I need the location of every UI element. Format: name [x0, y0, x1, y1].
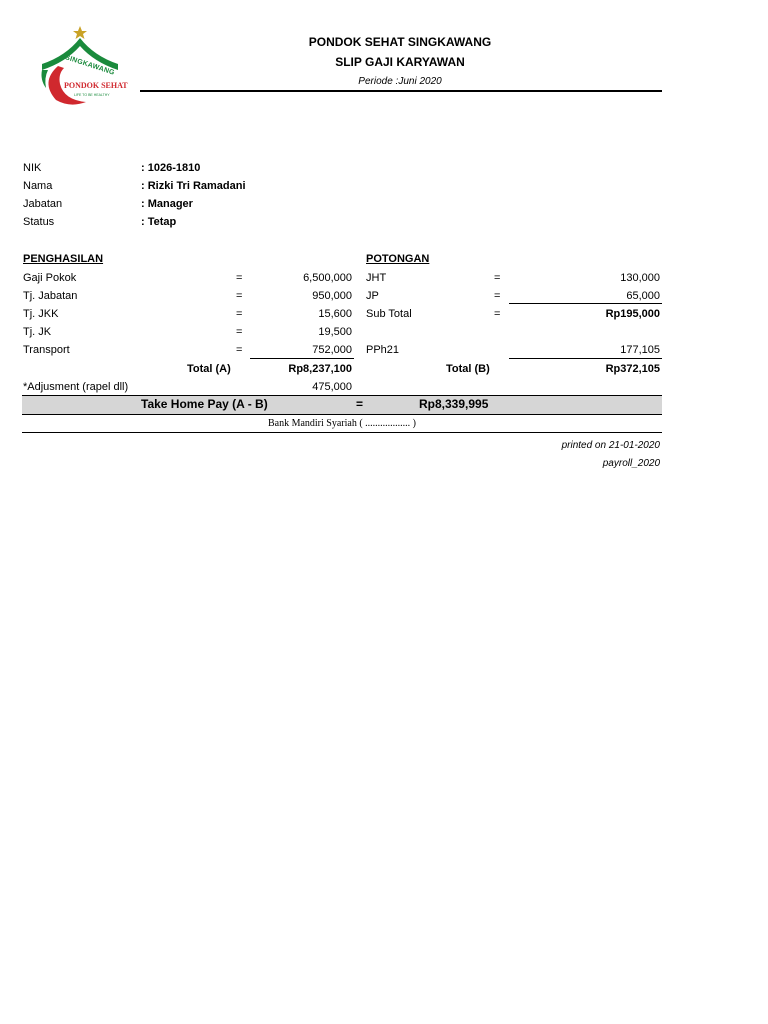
earning-amount: 950,000 — [312, 290, 352, 302]
earning-amount: 752,000 — [312, 344, 352, 356]
adjustment-label: *Adjusment (rapel dll) — [23, 381, 129, 393]
deduction-equals: = — [494, 272, 501, 284]
header-divider — [140, 90, 662, 92]
earning-label: Transport — [23, 344, 70, 356]
nama-label: Nama — [23, 180, 53, 192]
status-label: Status — [23, 216, 55, 228]
deduction-amount: 130,000 — [620, 272, 660, 284]
subtotal-value: Rp195,000 — [605, 308, 660, 320]
take-home-equals: = — [356, 397, 364, 411]
company-logo — [36, 24, 128, 108]
subtotal-equals: = — [494, 308, 501, 320]
total-b-line — [509, 358, 662, 359]
earning-equals: = — [236, 290, 243, 302]
earning-amount: 19,500 — [318, 326, 352, 338]
jabatan-label: Jabatan — [23, 198, 63, 210]
subtotal-label: Sub Total — [366, 308, 412, 320]
period-label: Periode :Juni 2020 — [358, 76, 442, 87]
earning-label: Tj. Jabatan — [23, 290, 78, 302]
total-a-label: Total (A) — [187, 363, 231, 375]
take-home-value: Rp8,339,995 — [419, 397, 489, 411]
earning-label: Tj. JK — [23, 326, 52, 338]
logo-name: PONDOK SEHAT — [64, 81, 128, 90]
deduction-amount: 65,000 — [626, 290, 660, 302]
deduction-equals: = — [494, 290, 501, 302]
nik-label: NIK — [23, 162, 42, 174]
earning-amount: 15,600 — [318, 308, 352, 320]
take-home-band — [22, 395, 662, 415]
bank-divider — [22, 432, 662, 433]
take-home-label: Take Home Pay (A - B) — [141, 397, 268, 411]
penghasilan-heading: PENGHASILAN — [23, 253, 104, 265]
pph21-label: PPh21 — [366, 344, 400, 356]
potongan-heading: POTONGAN — [366, 253, 430, 265]
deduction-label: JHT — [366, 272, 387, 284]
total-b-label: Total (B) — [446, 363, 490, 375]
total-a-value: Rp8,237,100 — [288, 363, 352, 375]
pph21-value: 177,105 — [620, 344, 660, 356]
earning-equals: = — [236, 344, 243, 356]
logo-tagline: LIFE TO BE HEALTHY — [74, 93, 110, 97]
adjustment-value: 475,000 — [312, 381, 352, 393]
total-a-line — [250, 358, 354, 359]
printed-date: printed on 21-01-2020 — [561, 440, 660, 451]
bank-line: Bank Mandiri Syariah ( .................. ) — [267, 418, 417, 429]
nama-value: : Rizki Tri Ramadani — [141, 180, 246, 192]
payroll-code: payroll_2020 — [602, 458, 660, 469]
deduction-label: JP — [366, 290, 379, 302]
jabatan-value: : Manager — [141, 198, 193, 210]
subtotal-line — [509, 303, 662, 304]
earning-amount: 6,500,000 — [303, 272, 352, 284]
earning-equals: = — [236, 308, 243, 320]
earning-label: Tj. JKK — [23, 308, 59, 320]
earning-equals: = — [236, 326, 243, 338]
logo-arc-text: SINGKAWANG — [64, 54, 116, 77]
nik-value: : 1026-1810 — [141, 162, 201, 174]
total-b-value: Rp372,105 — [605, 363, 660, 375]
company-name: PONDOK SEHAT SINGKAWANG — [308, 35, 492, 49]
document-title: SLIP GAJI KARYAWAN — [335, 55, 465, 69]
status-value: : Tetap — [141, 216, 177, 228]
earning-label: Gaji Pokok — [23, 272, 77, 284]
earning-equals: = — [236, 272, 243, 284]
